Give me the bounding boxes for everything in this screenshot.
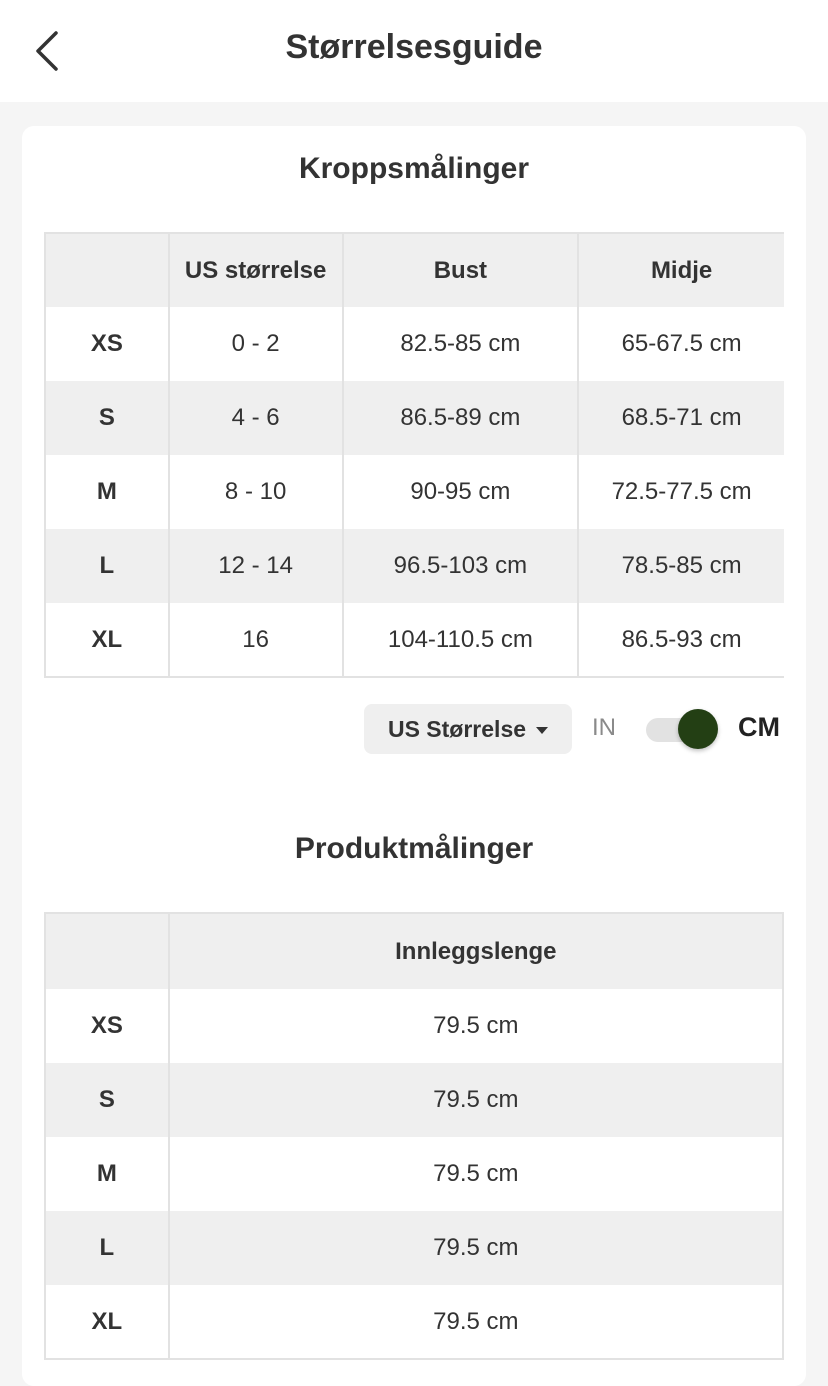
- table-cell: 68.5-71 cm: [578, 381, 784, 455]
- table-row: [45, 989, 783, 1063]
- product-measurements-table: [44, 912, 784, 1360]
- table-cell: 90-95 cm: [343, 455, 579, 529]
- table-row: [45, 1211, 783, 1285]
- table-cell: 79.5 cm: [169, 1211, 783, 1285]
- size-cell: XL: [45, 603, 169, 677]
- size-cell: XL: [45, 1285, 169, 1359]
- table-cell: 8 - 10: [169, 455, 343, 529]
- table-row: [45, 1063, 783, 1137]
- unit-controls: [364, 704, 784, 756]
- table-cell: 79.5 cm: [169, 1137, 783, 1211]
- size-cell: L: [45, 1211, 169, 1285]
- table-row: [45, 1285, 783, 1359]
- header-cell: [45, 233, 169, 307]
- table-cell: 86.5-89 cm: [343, 381, 579, 455]
- size-cell: XS: [45, 989, 169, 1063]
- size-guide-card: [22, 126, 806, 1386]
- top-bar: [0, 0, 828, 102]
- table-cell: 0 - 2: [169, 307, 343, 381]
- header-cell: US størrelse: [169, 233, 343, 307]
- size-cell: S: [45, 1063, 169, 1137]
- header-cell: Innleggslenge: [169, 913, 783, 989]
- table-cell: 4 - 6: [169, 381, 343, 455]
- dropdown-label: US Størrelse: [387, 715, 527, 742]
- table-cell: 78.5-85 cm: [578, 529, 784, 603]
- table-cell: 79.5 cm: [169, 1063, 783, 1137]
- table-cell: 104-110.5 cm: [343, 603, 579, 677]
- table-row: [45, 603, 784, 677]
- size-cell: M: [45, 1137, 169, 1211]
- unit-cm-label: CM: [738, 712, 780, 742]
- header-cell: [45, 913, 169, 989]
- table-cell: 72.5-77.5 cm: [611, 478, 752, 505]
- toggle-knob: [678, 709, 718, 749]
- size-cell: L: [45, 529, 169, 603]
- page-title: Størrelsesguide: [285, 28, 543, 66]
- table-cell: 79.5 cm: [169, 1285, 783, 1359]
- size-system-dropdown[interactable]: [364, 704, 572, 754]
- table-row: [45, 381, 784, 455]
- table-cell: 16: [169, 603, 343, 677]
- table-header-row: [45, 233, 784, 307]
- body-measurements-table: [44, 232, 784, 678]
- table-cell: 65-67.5 cm: [621, 330, 742, 357]
- unit-toggle[interactable]: [646, 710, 716, 748]
- unit-in-label: IN: [592, 714, 616, 741]
- product-measurements-title: Produktmålinger: [294, 832, 534, 865]
- size-cell: M: [45, 455, 169, 529]
- table-row: [45, 1137, 783, 1211]
- table-cell: 82.5-85 cm: [343, 307, 579, 381]
- table-header-row: [45, 913, 783, 989]
- table-row: [45, 455, 784, 529]
- table-cell: 12 - 14: [169, 529, 343, 603]
- header-cell: Bust: [343, 233, 579, 307]
- table-cell: 86.5-93 cm: [578, 603, 784, 677]
- table-row: [45, 529, 784, 603]
- header-cell: Midje: [578, 233, 784, 307]
- table-row: [45, 307, 784, 381]
- table-cell: 79.5 cm: [169, 989, 783, 1063]
- size-cell: XS: [45, 307, 169, 381]
- table-cell: 96.5-103 cm: [343, 529, 579, 603]
- caret-down-icon: [536, 727, 548, 734]
- size-cell: S: [45, 381, 169, 455]
- body-measurements-title: Kroppsmålinger: [298, 152, 530, 185]
